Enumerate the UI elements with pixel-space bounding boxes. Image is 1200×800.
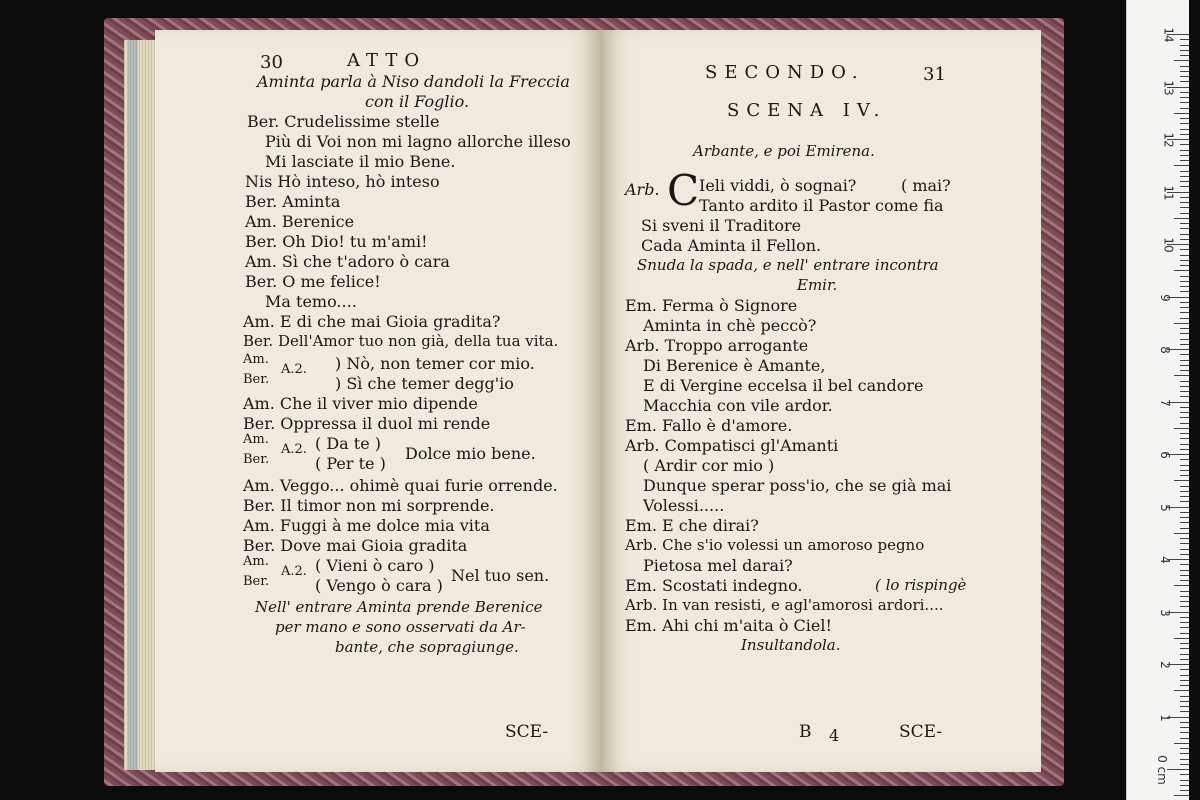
ruler-tick	[1180, 365, 1189, 366]
duet-marker: A.2.	[281, 442, 307, 457]
stage-direction: con il Foglio.	[365, 92, 470, 111]
speaker-label: Ber.	[243, 574, 270, 589]
text-line: Ber. Il timor non mi sorprende.	[243, 496, 495, 515]
ruler-tick	[1180, 286, 1189, 287]
speaker-label: Arb.	[625, 180, 660, 199]
ruler-label: 11	[1161, 184, 1176, 201]
ruler-tick	[1180, 564, 1189, 565]
ruler-tick	[1180, 97, 1189, 98]
text-line: Ber. Dell'Amor tuo non già, della tua vita.	[243, 332, 559, 350]
catchword-left: SCE-	[505, 722, 549, 742]
text-line: Em. Scostati indegno.	[625, 576, 803, 595]
ruler-tick	[1180, 753, 1189, 754]
ruler-tick	[1180, 633, 1189, 634]
text-line: Più di Voi non mi lagno allorche illeso	[265, 132, 571, 151]
text-line: Volessi.....	[643, 496, 725, 515]
ruler-tick	[1180, 738, 1189, 739]
text-line: Nel tuo sen.	[451, 566, 550, 585]
text-line: Em. E che dirai?	[625, 516, 759, 535]
ruler-label: 4	[1157, 556, 1172, 564]
stage-direction: Snuda la spada, e nell' entrare incontra	[637, 256, 939, 274]
ruler-tick	[1174, 270, 1189, 271]
ruler-tick	[1174, 375, 1189, 376]
stage-direction: Arbante, e poi Emirena.	[693, 142, 875, 160]
ruler-tick	[1180, 501, 1189, 502]
ruler-tick	[1180, 144, 1189, 145]
stage-direction: Aminta parla à Niso dandoli la Freccia	[257, 72, 570, 91]
ruler-tick	[1174, 480, 1189, 481]
text-line: ( Per te )	[315, 454, 386, 473]
ruler-tick	[1180, 659, 1189, 660]
ruler-tick	[1180, 407, 1189, 408]
ruler-tick	[1180, 580, 1189, 581]
stage-direction: Insultandola.	[741, 636, 841, 654]
ruler-tick	[1180, 575, 1189, 576]
ruler-tick	[1180, 438, 1189, 439]
text-line: E di Vergine eccelsa il bel candore	[643, 376, 924, 395]
ruler-tick	[1180, 108, 1189, 109]
ruler-tick	[1180, 654, 1189, 655]
ruler-tick	[1180, 417, 1189, 418]
ruler-tick	[1180, 150, 1189, 151]
text-line: Si sveni il Traditore	[641, 216, 802, 235]
ruler-tick	[1180, 318, 1189, 319]
ruler-tick	[1180, 333, 1189, 334]
ruler-tick	[1180, 339, 1189, 340]
ruler-tick	[1180, 66, 1189, 67]
ruler-tick	[1180, 176, 1189, 177]
catchword-right: SCE-	[899, 722, 943, 742]
ruler-tick	[1180, 223, 1189, 224]
ruler-tick	[1180, 627, 1189, 628]
ruler-tick	[1180, 701, 1189, 702]
ruler-tick	[1180, 255, 1189, 256]
ruler-tick	[1180, 92, 1189, 93]
ruler-tick	[1180, 680, 1189, 681]
text-line: Em. Ahi chi m'aita ò Ciel!	[625, 616, 832, 635]
ruler-tick	[1180, 386, 1189, 387]
ruler-tick	[1174, 323, 1189, 324]
text-line: Em. Fallo è d'amore.	[625, 416, 793, 435]
ruler-tick	[1180, 433, 1189, 434]
ruler-tick	[1180, 449, 1189, 450]
ruler-tick	[1180, 465, 1189, 466]
duet-marker: A.2.	[281, 362, 307, 377]
ruler-tick	[1180, 601, 1189, 602]
ruler-tick	[1180, 549, 1189, 550]
ruler-tick	[1180, 123, 1189, 124]
ruler-tick	[1180, 517, 1189, 518]
ruler-tick	[1180, 748, 1189, 749]
ruler-label: 7	[1157, 398, 1172, 407]
ruler-tick	[1180, 759, 1189, 760]
stage-direction: Nell' entrare Aminta prende Berenice	[255, 598, 543, 616]
ruler-tick	[1180, 354, 1189, 355]
ruler-label: 8	[1157, 346, 1172, 354]
ruler-tick	[1174, 585, 1189, 586]
ruler-tick	[1180, 622, 1189, 623]
ruler-tick	[1180, 360, 1189, 361]
text-line: Ma temo....	[265, 292, 357, 311]
ruler-tick	[1180, 186, 1189, 187]
signature-mark: B	[799, 722, 812, 742]
ruler-label: 6	[1157, 451, 1172, 459]
ruler-label: 0 cm	[1154, 755, 1169, 785]
ruler-tick	[1180, 197, 1189, 198]
ruler-tick	[1180, 155, 1189, 156]
ruler-tick	[1180, 722, 1189, 723]
ruler-tick	[1174, 165, 1189, 166]
ruler-tick	[1180, 591, 1189, 592]
ruler-tick	[1180, 475, 1189, 476]
text-line: Am. Fuggi à me dolce mia vita	[243, 516, 490, 535]
text-line: Ber. Crudelissime stelle	[247, 112, 440, 131]
ruler-tick	[1180, 496, 1189, 497]
text-line: Di Berenice è Amante,	[643, 356, 826, 375]
speaker-label: Am.	[243, 432, 269, 447]
text-line: Ber. Dove mai Gioia gradita	[243, 536, 468, 555]
ruler-tick	[1174, 638, 1189, 639]
ruler-tick	[1180, 459, 1189, 460]
ruler-tick	[1180, 512, 1189, 513]
ruler-tick	[1180, 239, 1189, 240]
ruler-tick	[1180, 444, 1189, 445]
ruler-label: 9	[1157, 293, 1172, 302]
text-line: Mi lasciate il mio Bene.	[265, 152, 456, 171]
text-line: Dolce mio bene.	[405, 444, 536, 463]
ruler-tick	[1180, 391, 1189, 392]
running-header-left: ATTO	[347, 50, 427, 71]
text-line: Ber. O me felice!	[245, 272, 381, 291]
ruler-tick	[1180, 370, 1189, 371]
stage-direction: Emir.	[797, 276, 838, 294]
text-line: Pietosa mel darai?	[643, 556, 793, 575]
ruler-label: 1	[1157, 713, 1172, 722]
stage-direction: ( lo rispingè	[875, 576, 967, 594]
speaker-label: Ber.	[243, 372, 270, 387]
ruler-tick	[1180, 50, 1189, 51]
text-line: ) Nò, non temer cor mio.	[335, 354, 535, 373]
text-line: Em. Ferma ò Signore	[625, 296, 798, 315]
text-line: Dunque sperar poss'io, che se già mai	[643, 476, 952, 495]
ruler-tick	[1180, 102, 1189, 103]
ruler-tick	[1167, 769, 1189, 770]
text-line: ( Vieni ò caro )	[315, 556, 435, 575]
ruler-tick	[1174, 690, 1189, 691]
ruler-tick	[1180, 774, 1189, 775]
text-line: Cada Aminta il Fellon.	[641, 236, 822, 255]
ruler-tick	[1180, 213, 1189, 214]
ruler-tick	[1180, 228, 1189, 229]
ruler-label: 5	[1157, 503, 1172, 512]
text-line: Am. Sì che t'adoro ò cara	[245, 252, 450, 271]
ruler-tick	[1180, 45, 1189, 46]
ruler-tick	[1174, 60, 1189, 61]
stage-direction: per mano e sono osservati da Ar-	[275, 618, 526, 636]
text-line: Am. E di che mai Gioia gradita?	[243, 312, 501, 331]
ruler-tick	[1180, 727, 1189, 728]
signature-number: 4	[829, 726, 840, 745]
text-line: Aminta in chè peccò?	[643, 316, 817, 335]
ruler-label: 3	[1157, 608, 1172, 617]
text-line: Ber. Oppressa il duol mi rende	[243, 414, 491, 433]
stage-direction: bante, che sopragiunge.	[335, 638, 519, 656]
ruler-tick	[1180, 780, 1189, 781]
ruler-tick	[1180, 328, 1189, 329]
text-line: ( Vengo ò cara )	[315, 576, 443, 595]
ruler-tick	[1180, 696, 1189, 697]
text-line: Tanto ardito il Pastor come fia	[699, 196, 944, 215]
ruler-tick	[1174, 795, 1189, 796]
ruler-tick	[1180, 554, 1189, 555]
speaker-label: Ber.	[243, 452, 270, 467]
ruler-tick	[1180, 202, 1189, 203]
ruler-tick	[1180, 381, 1189, 382]
ruler-tick	[1180, 171, 1189, 172]
page-number-left: 30	[260, 52, 283, 73]
ruler-tick	[1180, 276, 1189, 277]
ruler-tick	[1180, 491, 1189, 492]
text-line: Am. Veggo... ohimè quai furie orrende.	[243, 476, 558, 495]
ruler-tick	[1180, 55, 1189, 56]
ruler-label: 13	[1161, 79, 1176, 96]
ruler-label: 14	[1161, 27, 1176, 43]
drop-cap: C	[667, 166, 700, 215]
ruler-tick	[1180, 207, 1189, 208]
ruler-tick	[1180, 249, 1189, 250]
ruler-tick	[1180, 643, 1189, 644]
text-line: Arb. Troppo arrogante	[625, 336, 809, 355]
ruler-tick	[1174, 743, 1189, 744]
duet-marker: A.2.	[281, 564, 307, 579]
measurement-ruler	[1126, 0, 1189, 800]
ruler-tick	[1180, 528, 1189, 529]
ruler-tick	[1180, 764, 1189, 765]
ruler-tick	[1180, 711, 1189, 712]
ruler-tick	[1180, 790, 1189, 791]
text-line: ( mai?	[901, 176, 951, 195]
ruler-tick	[1180, 344, 1189, 345]
ruler-tick	[1180, 538, 1189, 539]
ruler-tick	[1180, 396, 1189, 397]
ruler-tick	[1180, 648, 1189, 649]
ruler-tick	[1180, 265, 1189, 266]
speaker-label: Am.	[243, 554, 269, 569]
ruler-tick	[1180, 71, 1189, 72]
ruler-tick	[1180, 596, 1189, 597]
right-page	[601, 30, 1041, 772]
ruler-tick	[1174, 533, 1189, 534]
text-line: Arb. Che s'io volessi un amoroso pegno	[625, 536, 925, 554]
ruler-label: 10	[1161, 237, 1176, 253]
left-page	[155, 30, 601, 772]
ruler-label: 2	[1157, 661, 1172, 669]
text-line: Macchia con vile ardor.	[643, 396, 833, 415]
ruler-tick	[1180, 129, 1189, 130]
ruler-tick	[1180, 181, 1189, 182]
ruler-tick	[1174, 218, 1189, 219]
ruler-tick	[1180, 617, 1189, 618]
ruler-label: 12	[1161, 132, 1176, 148]
text-line: Arb. In van resisti, e agl'amorosi ardori....	[625, 596, 944, 614]
ruler-tick	[1180, 302, 1189, 303]
ruler-tick	[1180, 785, 1189, 786]
spine-strip	[128, 40, 138, 770]
ruler-tick	[1180, 307, 1189, 308]
text-line: Ieli viddi, ò sognai?	[699, 176, 857, 195]
text-line: Ber. Oh Dio! tu m'ami!	[245, 232, 428, 251]
ruler-tick	[1180, 291, 1189, 292]
scene-heading: SCENA IV.	[727, 100, 887, 121]
ruler-tick	[1180, 470, 1189, 471]
ruler-tick	[1180, 281, 1189, 282]
text-line: ) Sì che temer degg'io	[335, 374, 514, 393]
text-line: Arb. Compatisci gl'Amanti	[625, 436, 839, 455]
ruler-tick	[1174, 428, 1189, 429]
ruler-tick	[1180, 675, 1189, 676]
ruler-tick	[1180, 260, 1189, 261]
ruler-tick	[1180, 412, 1189, 413]
text-line: Am. Che il viver mio dipende	[243, 394, 478, 413]
ruler-tick	[1180, 234, 1189, 235]
running-header-right: SECONDO.	[705, 62, 865, 83]
text-line: Ber. Aminta	[245, 192, 341, 211]
ruler-tick	[1180, 543, 1189, 544]
ruler-tick	[1180, 522, 1189, 523]
ruler-tick	[1180, 39, 1189, 40]
ruler-tick	[1174, 113, 1189, 114]
page-number-right: 31	[923, 64, 946, 85]
ruler-tick	[1180, 81, 1189, 82]
ruler-tick	[1180, 732, 1189, 733]
ruler-tick	[1180, 160, 1189, 161]
ruler-tick	[1180, 134, 1189, 135]
text-line: Nis Hò inteso, hò inteso	[245, 172, 440, 191]
ruler-tick	[1180, 570, 1189, 571]
speaker-label: Am.	[243, 352, 269, 367]
text-line: ( Da te )	[315, 434, 382, 453]
ruler-tick	[1180, 118, 1189, 119]
ruler-tick	[1180, 423, 1189, 424]
text-line: ( Ardir cor mio )	[643, 456, 775, 475]
ruler-tick	[1180, 669, 1189, 670]
ruler-tick	[1180, 685, 1189, 686]
ruler-tick	[1180, 606, 1189, 607]
ruler-tick	[1180, 486, 1189, 487]
text-line: Am. Berenice	[245, 212, 355, 231]
ruler-tick	[1180, 312, 1189, 313]
ruler-tick	[1180, 76, 1189, 77]
ruler-tick	[1180, 706, 1189, 707]
